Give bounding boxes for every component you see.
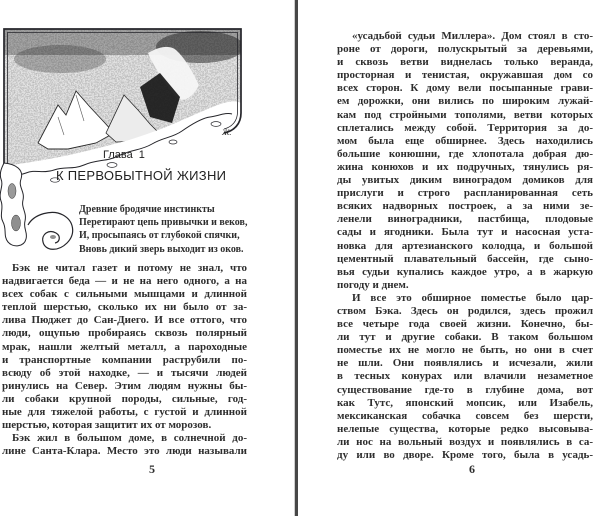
text-line: Бэк жил в большом доме, в солнечной до- xyxy=(12,432,247,445)
text-line: роне от дороги, полускрытый за деревьями, xyxy=(337,43,593,56)
text-line: шерстью, которая защитит их от морозов. xyxy=(2,419,212,432)
text-line: мрак, нашли желтый металл, а пароходные xyxy=(2,340,247,353)
text-line: сады и ягодники. Была тут и насосная уста- xyxy=(337,226,593,239)
right-page xyxy=(300,0,600,516)
text-line: погоду и днем. xyxy=(337,278,409,291)
text-line: ринулись на Север. Этим людям нужны бы- xyxy=(2,379,247,392)
left-page xyxy=(0,0,296,516)
text-line: в тесных конурах или влачили незаметное xyxy=(337,370,593,383)
artist-monogram-icon: Ж. xyxy=(222,128,232,137)
text-line: как Тутс, японский мопсик, или Изабель, xyxy=(337,396,593,409)
page-gutter-divider xyxy=(295,0,298,516)
left-page-number: 5 xyxy=(149,462,155,476)
text-line: «усадьбой судьи Миллера». Дом стоял в сто- xyxy=(352,30,593,42)
text-line: ли тут и другие собаки. В таком большом xyxy=(337,331,593,344)
text-line: надвигается беда — и не на него одного, а на xyxy=(2,275,247,288)
text-line: ством Бэка. Здесь он родился, здесь прожил xyxy=(337,304,593,317)
text-line: всех собак с сильными мышцами и длинной xyxy=(2,288,247,301)
text-line: ные для тяжелой работы, с густой и длинной xyxy=(2,406,247,419)
text-line: существование где-то в глубине дома, вот xyxy=(337,383,593,396)
text-line: просторная и тенистая, окружавшая дом со xyxy=(337,69,593,82)
text-line: ду или во дворе. Кроме того, была в усадь- xyxy=(337,449,593,461)
text-line: ли собаки крупной породы, сильные, год- xyxy=(2,392,247,405)
text-line: ды увитых диким виноградом домиков для xyxy=(337,174,593,187)
left-page-text xyxy=(2,262,247,458)
text-line: сплетались между собой. Территория за до- xyxy=(337,121,593,134)
epigraph xyxy=(79,203,247,256)
text-line: люди, ощупью пробираясь сквозь полярный xyxy=(2,327,247,340)
epigraph-line: Вновь дикий зверь выходит из оков. xyxy=(79,243,244,255)
text-line: новка для артезианского колодца, и большой xyxy=(337,239,593,252)
epigraph-line: Перетирают цепь привычки и веков, xyxy=(79,217,248,229)
text-line: всяких надворных построек, а за ними зе- xyxy=(337,200,593,213)
text-line: кам под стройными тополями, ветви которых xyxy=(337,108,593,121)
text-line: всюду об этой находке, — и тысячи людей xyxy=(2,366,247,379)
text-line: Бэк не читал газет и потому не знал, что xyxy=(12,262,247,274)
text-line: жина конюхов и их подручных, тянулись ря- xyxy=(337,160,593,173)
text-line: и транспортные компании раструбили по- xyxy=(2,353,247,366)
text-line: мом была еще обширнее. Здесь находились xyxy=(337,134,593,147)
text-line: теплой шерстью, сколько их ни было от за- xyxy=(2,301,247,314)
text-line: прислуги и строго распланированная сеть xyxy=(337,187,593,200)
text-line: И все это обширное поместье было цар- xyxy=(352,291,593,304)
text-line: большие конюшни, где хлопотала добрая дю- xyxy=(337,147,593,160)
text-line: нелепые существа, которые редко высовыва- xyxy=(337,422,593,435)
text-line: всех сторон. К дому вели посыпанные грави- xyxy=(337,82,593,95)
text-line: и сквозь ветви виднелась только веранда, xyxy=(337,56,593,69)
epigraph-line: И, просыпаясь от глубокой спячки, xyxy=(79,230,240,242)
text-line: ли нос на вольный воздух и появлялись в са- xyxy=(337,435,593,448)
chapter-title: К ПЕРВОБЫТНОЙ ЖИЗНИ xyxy=(56,168,227,183)
chapter-label: Глава 1 xyxy=(103,149,145,161)
text-line: не шли. Они появлялись и исчезали, жили xyxy=(337,357,593,370)
text-line: мексиканская собачка совсем без шерсти, xyxy=(337,409,593,422)
text-line: вья судьи купались каждое утро, а в жаркую xyxy=(337,265,593,278)
text-line: лива Пюджет до Сан-Диего. И все оттого, что xyxy=(2,314,247,327)
right-page-number: 6 xyxy=(469,462,475,476)
text-line: цементный плавательный бассейн, где сыно- xyxy=(337,252,593,265)
text-line: ем дорожки, они вились по широким лужай- xyxy=(337,95,593,108)
text-line: все четыре года своей жизни. Конечно, бы- xyxy=(337,318,593,331)
text-line: ленели виноградники, пастбища, плодовые xyxy=(337,213,593,226)
right-page-text xyxy=(337,30,593,462)
epigraph-line: Древние бродячие инстинкты xyxy=(79,204,215,215)
text-line: поместье их не могло не быть, но они в счет xyxy=(337,344,593,357)
text-line: лине Санта-Клара. Место это люди называли xyxy=(2,445,247,458)
